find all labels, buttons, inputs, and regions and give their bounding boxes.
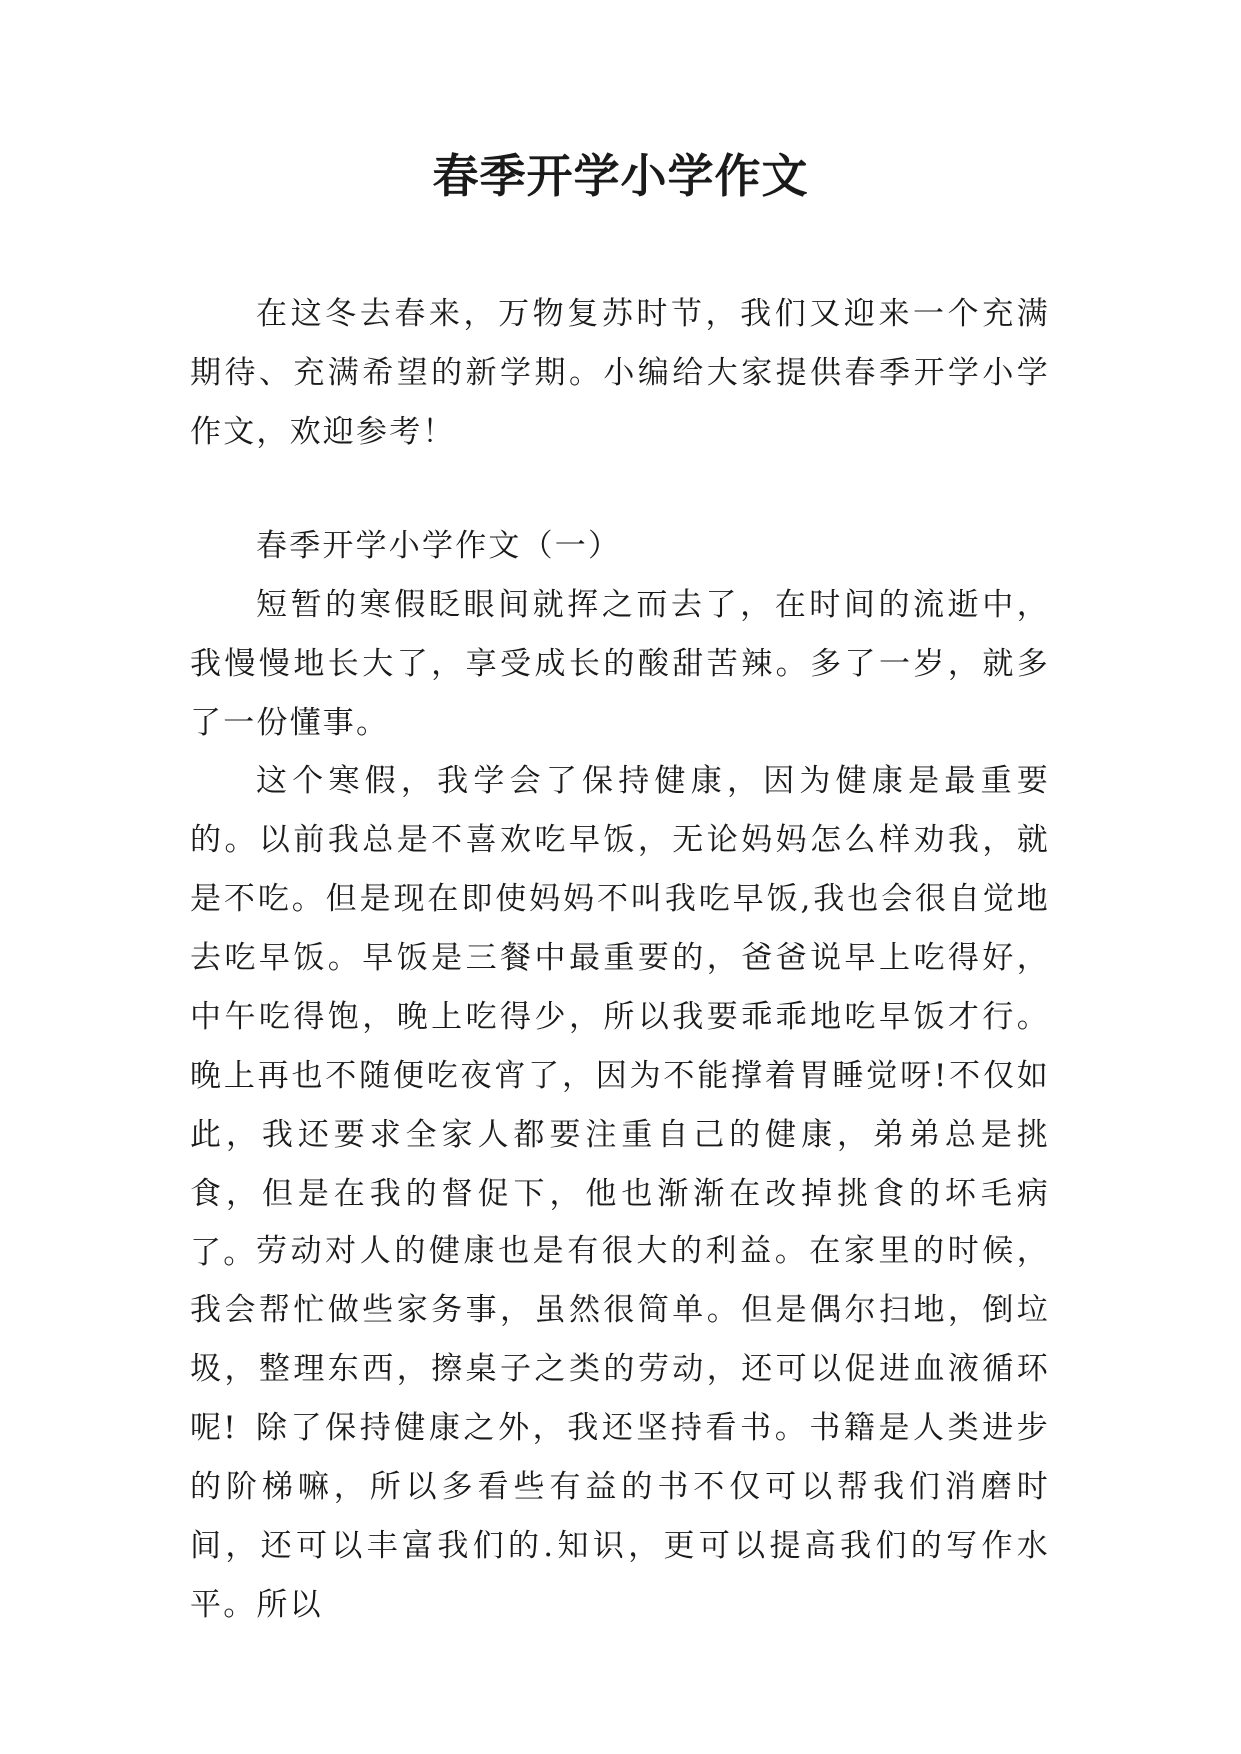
intro-paragraph: 在这冬去春来，万物复苏时节，我们又迎来一个充满期待、充满希望的新学期。小编给大家提供春季开学小学作文，欢迎参考！ xyxy=(190,296,1050,450)
body-paragraph: 短暂的寒假眨眼间就挥之而去了，在时间的流逝中，我慢慢地长大了，享受成长的酸甜苦辣。多了一岁，就多了一份懂事。 xyxy=(190,587,1050,741)
section-heading: 春季开学小学作文（一） xyxy=(256,528,622,564)
body-paragraph: 除了保持健康之外，我还坚持看书。书籍是人类进步的阶梯嘛，所以多看些有益的书不仅可以帮我们消磨时间，还可以丰富我们的.知识，更可以提高我们的写作水平。所以 xyxy=(190,1410,1050,1623)
document-title: 春季开学小学作文 xyxy=(432,149,809,203)
body-paragraph: 这个寒假，我学会了保持健康，因为健康是最重要的。以前我总是不喜欢吃早饭，无论妈妈怎么样劝我，就是不吃。但是现在即使妈妈不叫我吃早饭,我也会很自觉地去吃早饭。早饭是三餐中最重要的，爸爸说早上吃得好，中午吃得饱，晚上吃得少，所以我要乖乖地吃早饭才行。晚上再也不随便吃夜宵了，因为不能撑着胃睡觉呀!不仅如此，我还要求全家人都要注重自己的健康，弟弟总是挑食，但是在我的督促下，他也渐渐在改掉挑食的坏毛病了。 xyxy=(190,763,1050,1271)
body-paragraph: 劳动对人的健康也是有很大的利益。在家里的时候，我会帮忙做些家务事，虽然很简单。但是偶尔扫地，倒垃圾，整理东西，擦桌子之类的劳动，还可以促进血液循环呢! xyxy=(190,1233,1050,1446)
